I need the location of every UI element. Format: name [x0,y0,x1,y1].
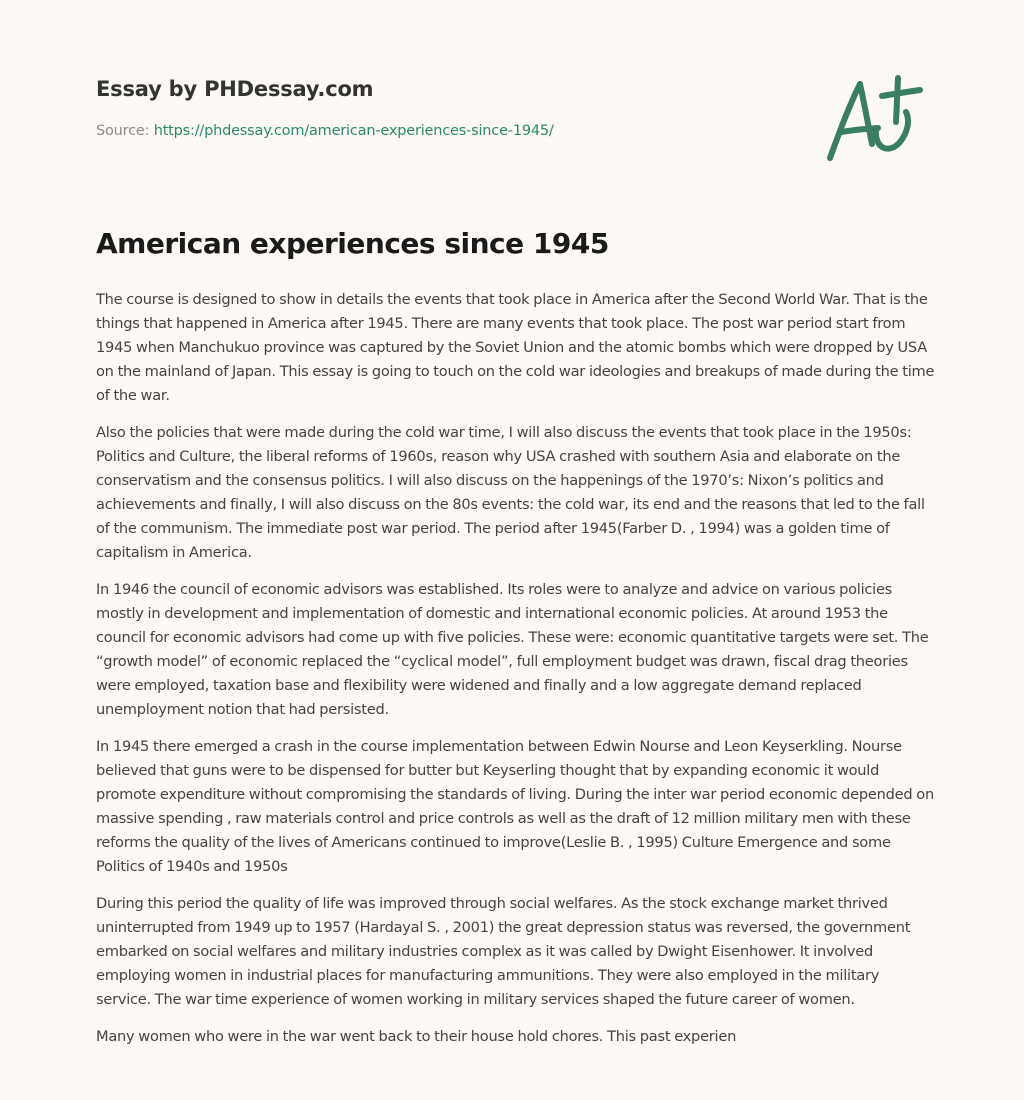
paragraph-3: In 1946 the council of economic advisors was established. Its roles were to analyze and advice on various policies mostly in development and implementation of domestic and international economic policies. At around 1953 the council for economic advisors had come up with five policies. These were: economic quantitative targets were set. The “growth model” of economic replaced the “cyclical model”, full employment budget was drawn, fiscal drag theories were employed, taxation base and flexibility were widened and finally and a low aggregate demand replaced unemployment notion that had persisted. [96,581,929,718]
article-title: American experiences since 1945 [96,227,609,260]
source-line [96,121,928,141]
paragraph-2: Also the policies that were made during the cold war time, I will also discuss the events that took place in the 1950s: Politics and Culture, the liberal reforms of 1960s, reason why USA crashed with southern Asia and elaborate on the conservatism and the consensus politics. I will also discuss on the happenings of the 1970’s: Nixon’s politics and achievements and finally, I will also discuss on the 80s events: the cold war, its end and the reasons that led to the fall of the communism. The immediate post war period. The period after 1945(Farber D. , 1994) was a golden time of capitalism in America. [96,424,925,561]
paragraph-6-truncated: Many women who were in the war went back to their house hold chores. This past experien [96,1028,737,1045]
essay-article [96,224,936,1062]
paragraph-4: In 1945 there emerged a crash in the course implementation between Edwin Nourse and Leon Keyserkling. Nourse believed that guns were to be dispensed for butter but Keyserling thought that by expanding economic it would promote expenditure without compromising the standards of living. During the inter war period economic depended on massive spending , raw materials control and price controls as well as the draft of 12 million military men with these reforms the quality of the lives of Americans continued to improve(Leslie B. , 1995) Culture Emergence and some Politics of 1940s and 1950s [96,738,934,875]
site-title: Essay by PHDessay.com [96,77,374,101]
paragraph-5: During this period the quality of life was improved through social welfares. As the stock exchange market thrived uninterrupted from 1949 up to 1957 (Hardayal S. , 2001) the great depression status was reversed, the government embarked on social welfares and military industries complex as it was called by Dwight Eisenhower. It involved employing women in industrial places for manufacturing ammunitions. They were also employed in the military service. The war time experience of women working in military services shaped the future career of women. [96,895,911,1008]
source-label: Source: [96,123,154,139]
paragraph-1: The course is designed to show in details the events that took place in America after the Second World War. That is the things that happened in America after 1945. There are many events that took place. The post war period start from 1945 when Manchukuo province was captured by the Soviet Union and the atomic bombs which were dropped by USA on the mainland of Japan. This essay is going to touch on the cold war ideologies and breakups of made during the time of the war. [96,291,935,404]
a-plus-grade-icon [820,66,930,166]
essay-header [96,74,928,141]
source-link[interactable]: https://phdessay.com/american-experiences-since-1945/ [153,123,554,139]
